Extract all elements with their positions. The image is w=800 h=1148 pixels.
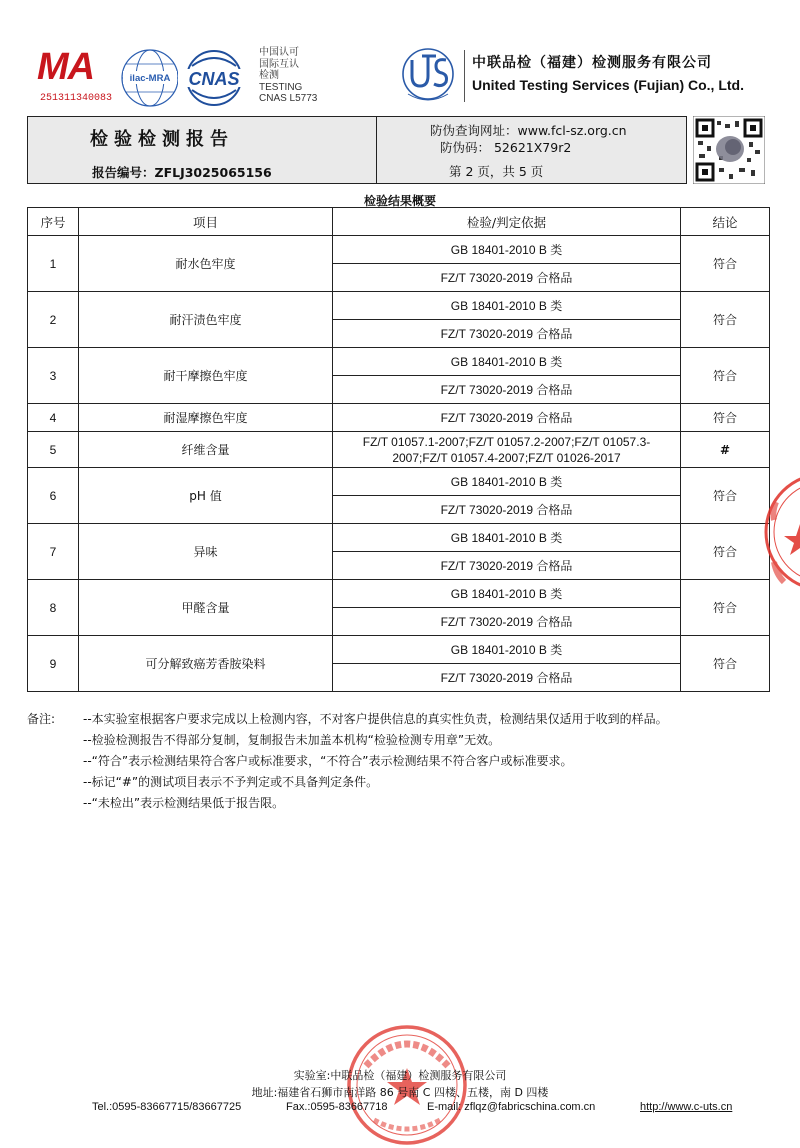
row-basis: FZ/T 73020-2019 合格品 — [333, 404, 681, 432]
row-no: 5 — [28, 432, 79, 468]
row-no: 9 — [28, 636, 79, 692]
cnas-logo — [178, 48, 250, 108]
table-row — [28, 236, 770, 264]
row-basis: GB 18401-2010 B 类 — [333, 636, 681, 664]
row-conclusion: 符合 — [681, 524, 770, 580]
acc-line: TESTING — [259, 81, 303, 93]
row-basis: GB 18401-2010 B 类 — [333, 580, 681, 608]
remark-line: --本实验室根据客户要求完成以上检测内容，不对客户提供信息的真实性负责，检测结果仅适用于收到的样品。 — [83, 712, 668, 726]
table-row — [28, 348, 770, 376]
footer-lab: 实验室:中联品检（福建）检测服务有限公司 — [293, 1069, 507, 1082]
remarks-label: 备注: — [27, 712, 56, 726]
uts-logo — [400, 46, 456, 108]
remark-line: --检验检测报告不得部分复制，复制报告未加盖本机构“检验检测专用章”无效。 — [83, 733, 501, 747]
row-conclusion: 符合 — [681, 292, 770, 348]
report-title: 检验检测报告 — [90, 129, 234, 150]
row-item: 耐湿摩擦色牢度 — [79, 404, 333, 432]
row-item: pH 值 — [79, 468, 333, 524]
table-row — [28, 524, 770, 552]
table-caption: 检验结果概要 — [363, 194, 436, 208]
row-conclusion: 符合 — [681, 636, 770, 692]
table-row — [28, 404, 770, 432]
row-no: 3 — [28, 348, 79, 404]
row-no: 4 — [28, 404, 79, 432]
row-basis: GB 18401-2010 B 类 — [333, 468, 681, 496]
row-no: 2 — [28, 292, 79, 348]
cnas-text: CNAS — [188, 69, 240, 89]
row-no: 7 — [28, 524, 79, 580]
remark-line: --“符合”表示检测结果符合客户或标准要求，“不符合”表示检测结果不符合客户或标准要求。 — [83, 754, 573, 768]
table-row — [28, 636, 770, 664]
acc-line: 中国认可 — [259, 47, 299, 58]
row-conclusion: 符合 — [681, 468, 770, 524]
ilac-mra-text: ilac-MRA — [129, 73, 171, 84]
footer-website-link[interactable]: http://www.c-uts.cn — [640, 1101, 733, 1113]
row-conclusion: 符合 — [681, 236, 770, 292]
row-basis: FZ/T 73020-2019 合格品 — [333, 552, 681, 580]
row-no: 6 — [28, 468, 79, 524]
company-name-en: United Testing Services (Fujian) Co., Ltd. — [472, 77, 744, 93]
company-name-cn: 中联品检（福建）检测服务有限公司 — [472, 55, 712, 71]
table-row — [28, 468, 770, 496]
header-no: 序号 — [28, 208, 79, 236]
row-basis: FZ/T 73020-2019 合格品 — [333, 376, 681, 404]
results-table — [27, 207, 770, 692]
row-conclusion: 符合 — [681, 580, 770, 636]
accreditation-text — [259, 47, 317, 105]
row-basis: FZ/T 73020-2019 合格品 — [333, 264, 681, 292]
table-row — [28, 292, 770, 320]
row-conclusion: 符合 — [681, 404, 770, 432]
row-conclusion: 符合 — [681, 348, 770, 404]
row-basis: FZ/T 73020-2019 合格品 — [333, 320, 681, 348]
row-item: 耐汗渍色牢度 — [79, 292, 333, 348]
header-conclusion: 结论 — [681, 208, 770, 236]
acc-line: 检测 — [259, 70, 279, 81]
verification-code: 防伪码： 52621X79r2 — [440, 140, 572, 155]
side-seal-stamp — [762, 462, 800, 602]
qr-code — [693, 116, 765, 184]
cma-number: 251311340083 — [40, 93, 113, 104]
remark-line: --“未检出”表示检测结果低于报告限。 — [83, 796, 285, 810]
row-item: 耐水色牢度 — [79, 236, 333, 292]
table-header-row — [28, 208, 770, 236]
row-basis: GB 18401-2010 B 类 — [333, 292, 681, 320]
row-basis: FZ/T 01057.1-2007;FZ/T 01057.2-2007;FZ/T 01057.3-2007;FZ/T 01057.4-2007;FZ/T 01026-2017 — [333, 432, 681, 468]
row-item: 纤维含量 — [79, 432, 333, 468]
acc-line: CNAS L5773 — [259, 93, 318, 104]
footer-tel: Tel.:0595-83667715/83667725 — [92, 1101, 242, 1113]
row-no: 8 — [28, 580, 79, 636]
row-item: 可分解致癌芳香胺染料 — [79, 636, 333, 692]
page-info: 第 2 页，共 5 页 — [449, 164, 544, 179]
row-item: 异味 — [79, 524, 333, 580]
row-basis: FZ/T 73020-2019 合格品 — [333, 664, 681, 692]
ilac-mra-logo — [120, 48, 180, 108]
verification-url: 防伪查询网址：www.fcl-sz.org.cn — [430, 123, 627, 138]
table-row — [28, 432, 770, 468]
row-item: 甲醛含量 — [79, 580, 333, 636]
row-no: 1 — [28, 236, 79, 292]
remark-line: --标记“#”的测试项目表示不予判定或不具备判定条件。 — [83, 775, 379, 789]
row-basis: GB 18401-2010 B 类 — [333, 524, 681, 552]
row-basis: FZ/T 73020-2019 合格品 — [333, 496, 681, 524]
cma-logo: MA — [37, 46, 95, 88]
footer-address: 地址:福建省石狮市南洋路 86 号南 C 四楼、五楼，南 D 四楼 — [251, 1086, 549, 1099]
row-basis: FZ/T 73020-2019 合格品 — [333, 608, 681, 636]
row-conclusion: # — [681, 432, 770, 468]
row-basis: GB 18401-2010 B 类 — [333, 348, 681, 376]
header-basis: 检验/判定依据 — [333, 208, 681, 236]
row-basis: GB 18401-2010 B 类 — [333, 236, 681, 264]
table-row — [28, 580, 770, 608]
footer-fax: Fax.:0595-83667718 — [286, 1101, 388, 1113]
row-item: 耐干摩擦色牢度 — [79, 348, 333, 404]
header-divider — [464, 50, 465, 102]
header-item: 项目 — [79, 208, 333, 236]
acc-line: 国际互认 — [259, 58, 299, 70]
footer-email-link[interactable]: E-mail: zflqz@fabricschina.com.cn — [427, 1101, 596, 1113]
report-number: 报告编号：ZFLJ3025065156 — [92, 165, 272, 180]
